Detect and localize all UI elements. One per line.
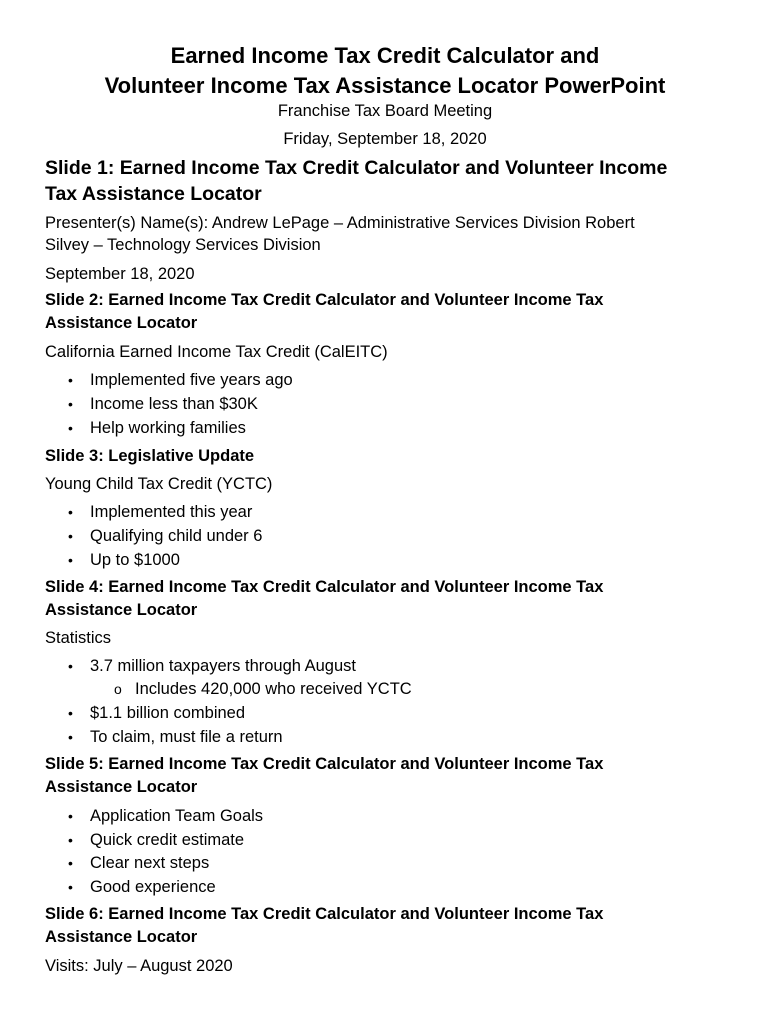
slide-3-heading: Slide 3: Legislative Update xyxy=(45,447,255,465)
list-item-text: Application Team Goals xyxy=(90,807,264,825)
bullet-icon: • xyxy=(68,729,73,745)
list-item xyxy=(68,417,246,439)
list-item-text: Up to $1000 xyxy=(90,551,180,569)
slide-2-heading-line-2: Assistance Locator xyxy=(45,314,198,332)
list-item-text: $1.1 billion combined xyxy=(90,704,246,722)
list-item-text: Clear next steps xyxy=(90,854,210,872)
meeting-name: Franchise Tax Board Meeting xyxy=(277,102,493,120)
list-item xyxy=(68,726,283,748)
list-item xyxy=(68,369,293,391)
meeting-date: Friday, September 18, 2020 xyxy=(283,130,487,148)
list-item xyxy=(68,501,252,523)
slide-6-heading-line-2: Assistance Locator xyxy=(45,928,198,946)
slide-6-heading-line-1: Slide 6: Earned Income Tax Credit Calculator and Volunteer Income Tax xyxy=(45,905,604,923)
bullet-icon: • xyxy=(68,832,73,848)
bullet-icon: • xyxy=(68,552,73,568)
slide-5-heading-line-2: Assistance Locator xyxy=(45,778,198,796)
bullet-icon: • xyxy=(68,396,73,412)
list-item-text: Qualifying child under 6 xyxy=(90,527,263,545)
bullet-icon: • xyxy=(68,528,73,544)
slide-1-presenters-line-2: Silvey – Technology Services Division xyxy=(45,236,321,254)
slide-2-heading-line-1: Slide 2: Earned Income Tax Credit Calculator and Volunteer Income Tax xyxy=(45,291,604,309)
bullet-icon: • xyxy=(68,855,73,871)
list-item xyxy=(68,655,356,677)
bullet-icon: • xyxy=(68,658,73,674)
bullet-icon: • xyxy=(68,420,73,436)
list-item xyxy=(68,829,244,851)
slide-1-date: September 18, 2020 xyxy=(45,265,195,283)
sub-list-item-text: Includes 420,000 who received YCTC xyxy=(135,680,412,698)
list-item-text: To claim, must file a return xyxy=(90,728,283,746)
sub-list-item xyxy=(114,678,412,700)
bullet-icon: • xyxy=(68,705,73,721)
slide-1-heading-line-2: Tax Assistance Locator xyxy=(45,183,262,205)
bullet-icon: • xyxy=(68,808,73,824)
list-item-text: 3.7 million taxpayers through August xyxy=(90,657,356,675)
list-item-text: Help working families xyxy=(90,419,246,437)
document-title-line-2: Volunteer Income Tax Assistance Locator PowerPoint xyxy=(104,73,666,98)
bullet-icon: • xyxy=(68,504,73,520)
slide-5-heading-line-1: Slide 5: Earned Income Tax Credit Calculator and Volunteer Income Tax xyxy=(45,755,604,773)
slide-1-presenters-line-1: Presenter(s) Name(s): Andrew LePage – Administrative Services Division Robert xyxy=(45,214,635,232)
bullet-icon: • xyxy=(68,372,73,388)
list-item xyxy=(68,805,263,827)
bullet-icon: • xyxy=(68,879,73,895)
list-item xyxy=(68,525,262,547)
list-item-text: Quick credit estimate xyxy=(90,831,245,849)
circle-bullet-icon: o xyxy=(114,681,122,697)
list-item xyxy=(68,549,180,571)
list-item xyxy=(68,393,258,415)
list-item-text: Implemented five years ago xyxy=(90,371,293,389)
slide-3-intro: Young Child Tax Credit (YCTC) xyxy=(45,475,273,493)
list-item xyxy=(68,852,209,874)
slide-4-heading-line-2: Assistance Locator xyxy=(45,601,198,619)
list-item xyxy=(68,702,245,724)
list-item-text: Income less than $30K xyxy=(90,395,258,413)
slide-4-heading-line-1: Slide 4: Earned Income Tax Credit Calculator and Volunteer Income Tax xyxy=(45,578,604,596)
document-title-line-1: Earned Income Tax Credit Calculator and xyxy=(170,43,600,68)
slide-4-intro: Statistics xyxy=(45,629,112,647)
slide-1-heading-line-1: Slide 1: Earned Income Tax Credit Calculator and Volunteer Income xyxy=(45,157,668,179)
list-item-text: Implemented this year xyxy=(90,503,253,521)
list-item-text: Good experience xyxy=(90,878,216,896)
list-item xyxy=(68,876,216,898)
slide-6-intro: Visits: July – August 2020 xyxy=(45,957,233,975)
slide-2-intro: California Earned Income Tax Credit (CalEITC) xyxy=(45,343,388,361)
